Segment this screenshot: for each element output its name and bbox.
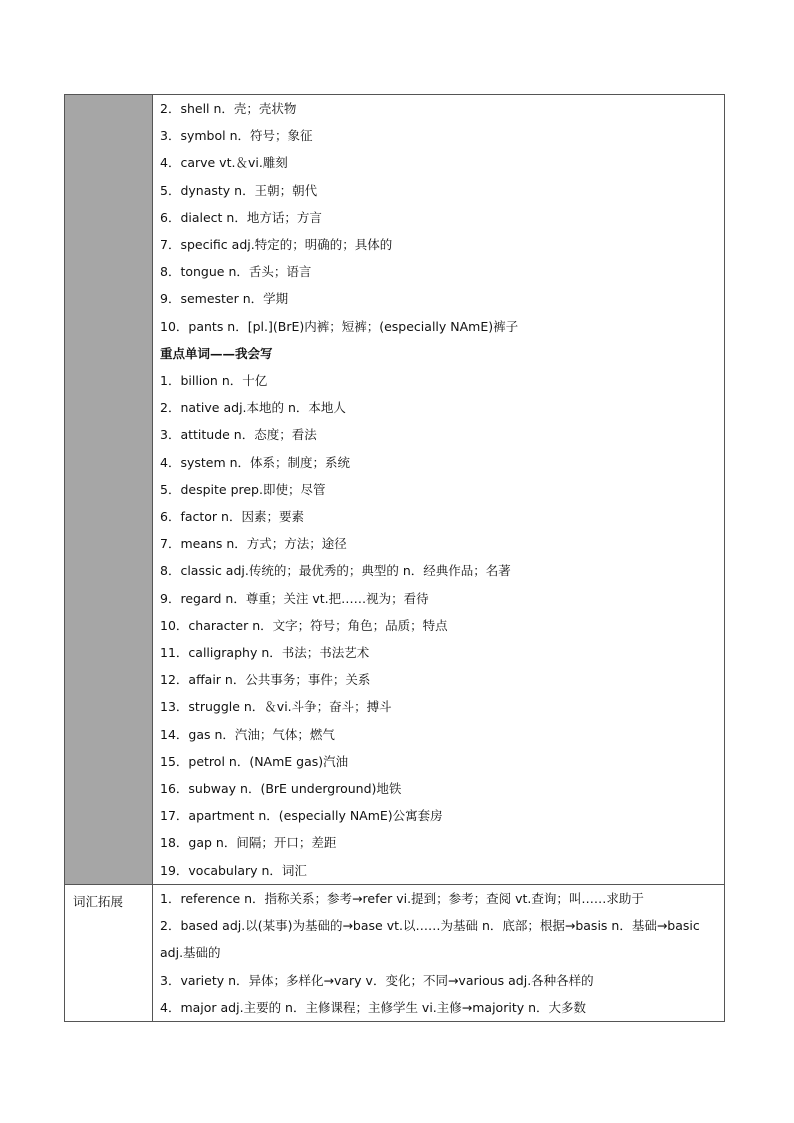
list-item: 5．despite prep.即使；尽管 <box>160 481 326 497</box>
list-item: 3．attitude n．态度；看法 <box>160 427 317 443</box>
list-item: 12．affair n．公共事务；事件；关系 <box>160 672 371 688</box>
list-item: 4．major adj.主要的 n．主修课程；主修学生 vi.主修→majority n．大多数 <box>160 999 587 1015</box>
list-item: 7．specific adj.特定的；明确的；具体的 <box>160 237 393 253</box>
list-item: 14．gas n．汽油；气体；燃气 <box>160 726 335 742</box>
list-item: 18．gap n．间隔；开口；差距 <box>160 835 337 851</box>
list-item: 16．subway n．(BrE underground)地铁 <box>160 781 402 797</box>
word-list-cell <box>153 95 724 884</box>
list-item: 15．petrol n．(NAmE gas)汽油 <box>160 753 349 769</box>
list-item: 2．shell n．壳；壳状物 <box>160 101 297 116</box>
row-label-cell: 词汇拓展 <box>65 885 153 1021</box>
list-item: 2．based adj.以(某事)为基础的→base vt.以……为基础 n．底部；根据→basis n．基础→basic adj.基础的 <box>160 918 700 961</box>
list-item: 1．billion n．十亿 <box>160 373 268 389</box>
row-label-cell <box>65 95 153 884</box>
list-item: 4．system n．体系；制度；系统 <box>160 454 351 470</box>
vocabulary-table <box>64 94 725 1022</box>
list-item: 13．struggle n．＆vi.斗争；奋斗；搏斗 <box>160 699 392 715</box>
list-item: 19．vocabulary n．词汇 <box>160 862 307 878</box>
list-item: 9．semester n．学期 <box>160 291 289 307</box>
list-item: 10．character n．文字；符号；角色；品质；特点 <box>160 617 448 633</box>
list-item: 1．reference n．指称关系；参考→refer vi.提到；参考；查阅 vt.查询；叫……求助于 <box>160 890 644 906</box>
table-row-word-expansion <box>65 884 724 1021</box>
section-heading: 重点单词——我会写 <box>160 345 273 361</box>
list-item: 8．tongue n．舌头；语言 <box>160 264 312 280</box>
expansion-list-cell <box>153 885 724 1021</box>
list-item: 8．classic adj.传统的；最优秀的；典型的 n．经典作品；名著 <box>160 563 511 579</box>
list-item: 17．apartment n．(especially NAmE)公寓套房 <box>160 808 443 824</box>
list-item: 4．carve vt.＆vi.雕刻 <box>160 155 288 171</box>
list-item: 2．native adj.本地的 n．本地人 <box>160 400 346 416</box>
list-item: 10．pants n．[pl.](BrE)内裤；短裤；(especially NAmE)裤子 <box>160 318 519 334</box>
list-item: 7．means n．方式；方法；途径 <box>160 536 347 552</box>
list-item: 5．dynasty n．王朝；朝代 <box>160 182 318 198</box>
list-item: 3．symbol n．符号；象征 <box>160 128 313 144</box>
list-item: 9．regard n．尊重；关注 vt.把……视为；看待 <box>160 590 429 606</box>
list-item: 6．dialect n．地方话；方言 <box>160 209 322 225</box>
list-item: 3．variety n．异体；多样化→vary v．变化；不同→various adj.各种各样的 <box>160 972 594 988</box>
list-item: 11．calligraphy n．书法；书法艺术 <box>160 645 370 661</box>
table-row-words <box>65 95 724 884</box>
list-item: 6．factor n．因素；要素 <box>160 509 304 525</box>
